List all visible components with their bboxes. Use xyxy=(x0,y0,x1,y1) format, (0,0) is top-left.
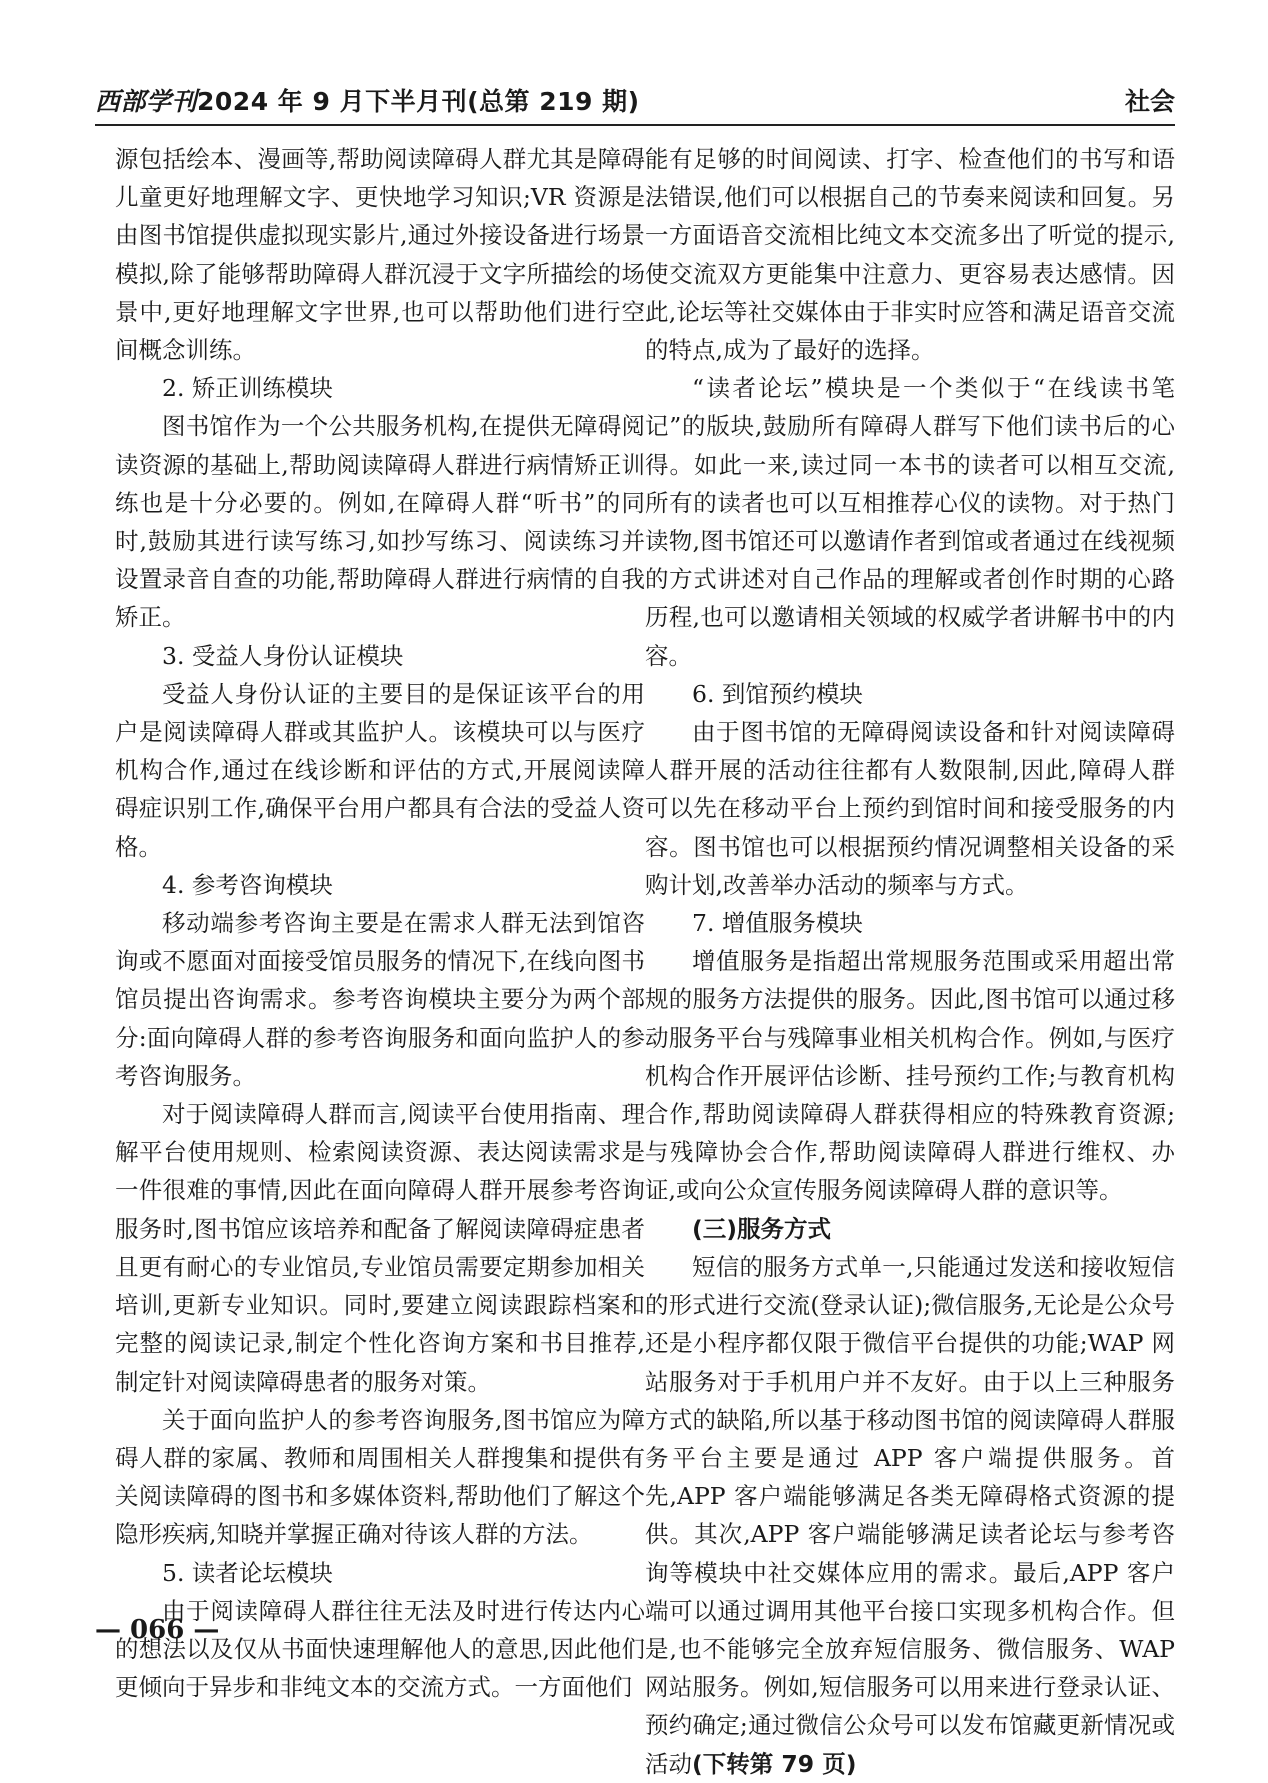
body-paragraph: 移动端参考咨询主要是在需求人群无法到馆咨询或不愿面对面接受馆员服务的情况下,在线向图书馆员提出咨询需求。参考咨询模块主要分为两个部分:面向障碍人群的参考咨询服务和面向监护人的参考咨询服务。 xyxy=(115,909,645,1090)
section-heading: 4. 参考咨询模块 xyxy=(162,870,333,899)
section-heading: 6. 到馆预约模块 xyxy=(692,679,863,708)
body-paragraph: “读者论坛”模块是一个类似于“在线读书笔记”的版块,鼓励所有障碍人群写下他们读书后的心得。如此一来,读过同一本书的读者可以相互交流,所有的读者也可以互相推荐心仪的读物。对于热门读物,图书馆还可以邀请作者到馆或者通过在线视频的方式讲述对自己作品的理解或者创作时期的心路历程,也可以邀请相关领域的权威学者讲解书中的内容。 xyxy=(645,374,1175,670)
body-paragraph: 短信的服务方式单一,只能通过发送和接收短信的形式进行交流(登录认证);微信服务,无论是公众号还是小程序都仅限于微信平台提供的功能;WAP 网站服务对于手机用户并不友好。由于以上三种服务方式的缺陷,所以基于移动图书馆的阅读障碍人群服务平台主要是通过 APP 客户端提供服务。首先,APP 客户端能够满足各类无障碍格式资源的提供。其次,APP 客户端能够满足读者论坛与参考咨询等模块中社交媒体应用的需求。最后,APP 客户端可以通过调用其他平台接口实现多机构合作。但是,也不能够完全放弃短信服务、微信服务、WAP 网站服务。例如,短信服务可以用来进行登录认证、预约确定;通过微信公众号可以发布馆藏更新情况或活动(下转第 79 页) xyxy=(645,1252,1175,1778)
journal-logo: 西部学刊 xyxy=(95,87,198,116)
body-paragraph: 关于面向监护人的参考咨询服务,图书馆应为障碍人群的家属、教师和周围相关人群搜集和提供有关阅读障碍的图书和多媒体资料,帮助他们了解这个隐形疾病,知晓并掌握正确对待该人群的方法。 xyxy=(115,1405,645,1549)
body-paragraph: 源包括绘本、漫画等,帮助阅读障碍人群尤其是障碍儿童更好地理解文字、更快地学习知识;VR 资源是由图书馆提供虚拟现实影片,通过外接设备进行场景模拟,除了能够帮助障碍人群沉浸于文字所描绘的场景中,更好地理解文字世界,也可以帮助他们进行空间概念训练。 xyxy=(115,145,645,365)
header-rule xyxy=(95,124,1175,126)
section-heading: 2. 矫正训练模块 xyxy=(162,374,333,403)
body-paragraph: 图书馆作为一个公共服务机构,在提供无障碍阅读资源的基础上,帮助阅读障碍人群进行病情矫正训练也是十分必要的。例如,在障碍人群“听书”的同时,鼓励其进行读写练习,如抄写练习、阅读练习并设置录音自查的功能,帮助障碍人群进行病情的自我矫正。 xyxy=(115,412,645,632)
section-heading: 7. 增值服务模块 xyxy=(692,909,863,938)
right-column xyxy=(645,140,1175,1783)
section-heading: (三)服务方式 xyxy=(692,1214,831,1243)
page-number: — 066 — xyxy=(95,1615,220,1645)
section-heading: 5. 读者论坛模块 xyxy=(162,1558,333,1587)
body-paragraph: 受益人身份认证的主要目的是保证该平台的用户是阅读障碍人群或其监护人。该模块可以与医疗机构合作,通过在线诊断和评估的方式,开展阅读障碍症识别工作,确保平台用户都具有合法的受益人资格。 xyxy=(115,679,645,861)
continued-note: (下转第 79 页) xyxy=(692,1749,857,1778)
journal-title xyxy=(95,82,640,118)
left-column xyxy=(115,140,645,1706)
body-paragraph: 能有足够的时间阅读、打字、检查他们的书写和语法错误,他们可以根据自己的节奏来阅读和回复。另一方面语音交流相比纯文本交流多出了听觉的提示,使交流双方更能集中注意力、更容易表达感情。因此,论坛等社交媒体由于非实时应答和满足语音交流的特点,成为了最好的选择。 xyxy=(645,145,1175,365)
section-heading: 3. 受益人身份认证模块 xyxy=(162,641,404,670)
body-paragraph: 由于阅读障碍人群往往无法及时进行传达内心的想法以及仅从书面快速理解他人的意思,因此他们更倾向于异步和非纯文本的交流方式。一方面他们 xyxy=(115,1596,645,1702)
section-label: 社会 xyxy=(1124,87,1175,116)
body-paragraph: 由于图书馆的无障碍阅读设备和针对阅读障碍人群开展的活动往往都有人数限制,因此,障碍人群可以先在移动平台上预约到馆时间和接受服务的内容。图书馆也可以根据预约情况调整相关设备的采购计划,改善举办活动的频率与方式。 xyxy=(645,718,1175,899)
body-paragraph: 对于阅读障碍人群而言,阅读平台使用指南、理解平台使用规则、检索阅读资源、表达阅读需求是一件很难的事情,因此在面向障碍人群开展参考咨询服务时,图书馆应该培养和配备了解阅读障碍症患者且更有耐心的专业馆员,专业馆员需要定期参加相关培训,更新专业知识。同时,要建立阅读跟踪档案和完整的阅读记录,制定个性化咨询方案和书目推荐,制定针对阅读障碍患者的服务对策。 xyxy=(115,1100,645,1396)
body-paragraph: 增值服务是指超出常规服务范围或采用超出常规的服务方法提供的服务。因此,图书馆可以通过移动服务平台与残障事业相关机构合作。例如,与医疗机构合作开展评估诊断、挂号预约工作;与教育机构合作,帮助阅读障碍人群获得相应的特殊教育资源;与残障协会合作,帮助阅读障碍人群进行维权、办证,或向公众宣传服务阅读障碍人群的意识等。 xyxy=(645,947,1175,1205)
running-header xyxy=(95,82,1175,122)
issue-info: 2024 年 9 月下半月刊(总第 219 期) xyxy=(197,87,640,116)
